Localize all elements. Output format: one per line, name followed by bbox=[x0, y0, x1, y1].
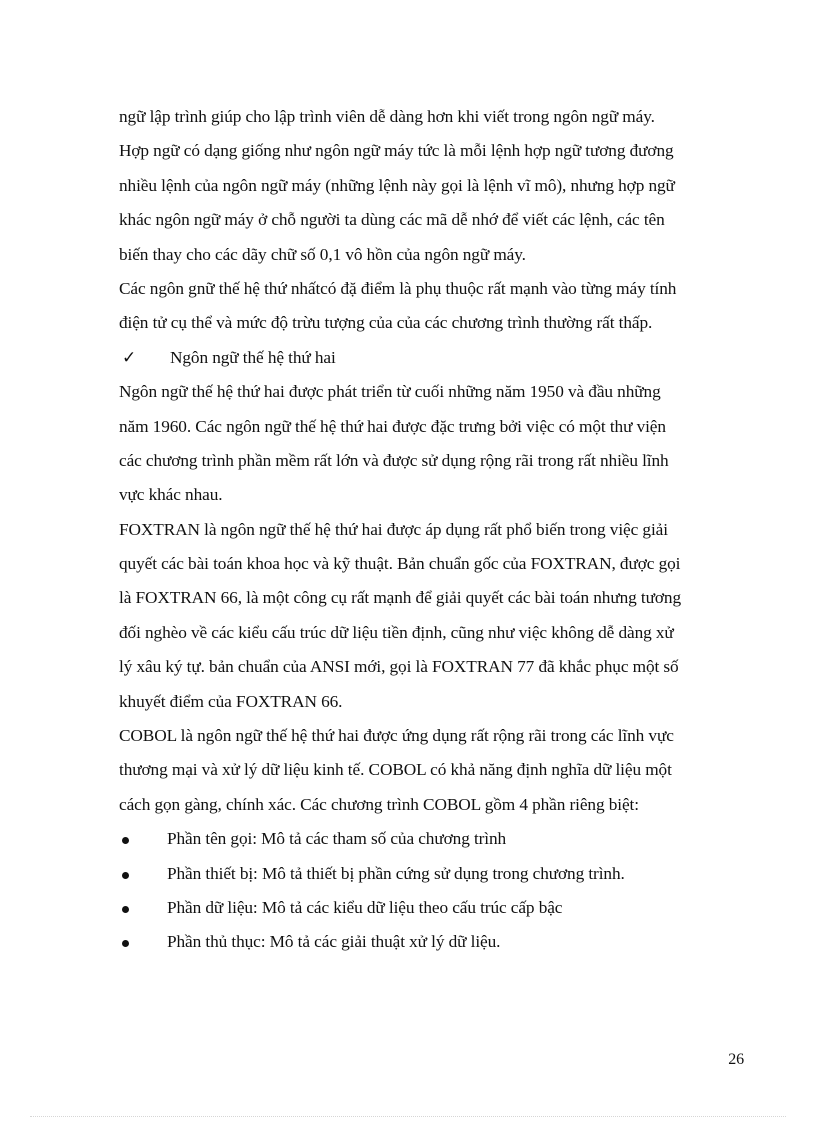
text-line: khác ngôn ngữ máy ở chỗ người ta dùng các mã dễ nhớ để viết các lệnh, các tên bbox=[119, 210, 665, 230]
text-line: quyết các bài toán khoa học và kỹ thuật. Bản chuẩn gốc của FOXTRAN, được gọi bbox=[119, 554, 681, 574]
bullet-icon bbox=[122, 872, 129, 879]
text-line: đối nghèo về các kiểu cấu trúc dữ liệu tiền định, cũng như việc không dễ dàng xử bbox=[119, 622, 674, 642]
bullet-list-item bbox=[119, 822, 744, 856]
bullet-icon bbox=[122, 940, 129, 947]
text-line: Các ngôn gnữ thế hệ thứ nhấtcó đặ điểm là phụ thuộc rất mạnh vào từng máy tính bbox=[119, 278, 677, 298]
text-line: ngữ lập trình giúp cho lập trình viên dễ dàng hơn khi viết trong ngôn ngữ máy. bbox=[119, 107, 655, 126]
list-item-text: Phần dữ liệu: Mô tả các kiểu dữ liệu theo cấu trúc cấp bậc bbox=[167, 897, 563, 917]
list-item-text: Phần thủ thục: Mô tả các giải thuật xử lý dữ liệu. bbox=[167, 932, 501, 952]
footer-divider bbox=[30, 1116, 786, 1117]
text-line: lý xâu ký tự. bản chuẩn của ANSI mới, gọi là FOXTRAN 77 đã khắc phục một số bbox=[119, 657, 679, 677]
text-line: Ngôn ngữ thế hệ thứ hai được phát triển từ cuối những năm 1950 và đầu những bbox=[119, 382, 661, 402]
bullet-list-item bbox=[119, 891, 744, 925]
list-item-text: Ngôn ngữ thế hệ thứ hai bbox=[170, 347, 336, 367]
bullet-list-item bbox=[119, 925, 744, 959]
text-line: năm 1960. Các ngôn ngữ thế hệ thứ hai được đặc trưng bởi việc có một thư viện bbox=[119, 416, 666, 436]
text-line: COBOL là ngôn ngữ thế hệ thứ hai được ứng dụng rất rộng rãi trong các lĩnh vực bbox=[119, 726, 674, 746]
text-line: điện tử cụ thể và mức độ trừu tượng của của các chương trình thường rất thấp. bbox=[119, 313, 653, 333]
text-line: là FOXTRAN 66, là một công cụ rất mạnh để giải quyết các bài toán nhưng tương bbox=[119, 588, 681, 608]
page-number: 26 bbox=[728, 1051, 744, 1068]
bullet-list-item bbox=[119, 857, 744, 891]
text-line: thương mại và xử lý dữ liệu kinh tế. COBOL có khả năng định nghĩa dữ liệu một bbox=[119, 760, 672, 780]
text-line: biến thay cho các dãy chữ số 0,1 vô hồn của ngôn ngữ máy. bbox=[119, 244, 526, 264]
text-line: vực khác nhau. bbox=[119, 485, 223, 505]
list-item-text: Phần thiết bị: Mô tả thiết bị phần cứng sử dụng trong chương trình. bbox=[167, 863, 625, 883]
text-line: nhiều lệnh của ngôn ngữ máy (những lệnh này gọi là lệnh vĩ mô), nhưng hợp ngữ bbox=[119, 175, 675, 195]
checkmark-list-item bbox=[119, 341, 744, 375]
text-line: Hợp ngữ có dạng giống như ngôn ngữ máy tức là mỗi lệnh hợp ngữ tương đương bbox=[119, 141, 674, 161]
text-line: các chương trình phần mềm rất lớn và được sử dụng rộng rãi trong rất nhiều lĩnh bbox=[119, 450, 669, 470]
checkmark-icon: ✓ bbox=[122, 347, 137, 367]
text-line: cách gọn gàng, chính xác. Các chương trình COBOL gồm 4 phần riêng biệt: bbox=[119, 794, 639, 814]
text-line: FOXTRAN là ngôn ngữ thế hệ thứ hai được áp dụng rất phổ biến trong việc giải bbox=[119, 519, 668, 539]
list-item-text: Phần tên gọi: Mô tả các tham số của chương trình bbox=[167, 829, 507, 849]
text-line: khuyết điểm của FOXTRAN 66. bbox=[119, 691, 343, 711]
bullet-icon bbox=[122, 837, 129, 844]
page-body bbox=[119, 100, 744, 960]
bullet-icon bbox=[122, 906, 129, 913]
